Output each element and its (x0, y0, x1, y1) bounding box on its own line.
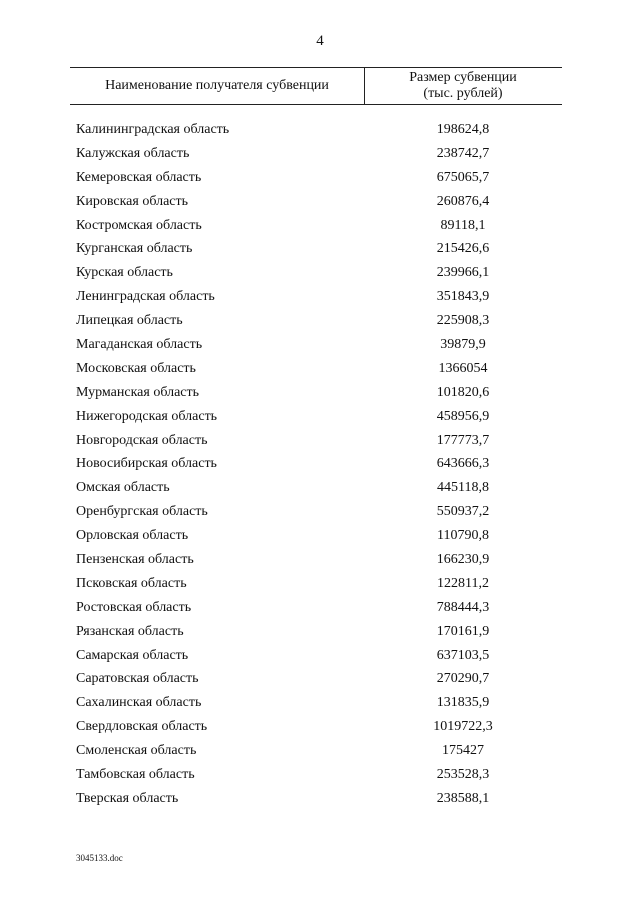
subvention-amount: 445118,8 (437, 480, 489, 496)
recipient-name: Липецкая область (76, 313, 183, 329)
subvention-amount: 1366054 (438, 360, 488, 376)
subvention-amount: 675065,7 (436, 169, 490, 185)
subvention-amount: 788444,3 (436, 599, 490, 615)
recipient-name: Псковская область (76, 575, 187, 591)
recipient-name: Курская область (76, 265, 173, 281)
subvention-amount: 175427 (442, 743, 484, 759)
recipient-name: Смоленская область (76, 743, 197, 759)
recipient-name: Тверская область (76, 790, 179, 806)
table-row (0, 214, 640, 238)
recipient-name: Калужская область (76, 145, 190, 161)
recipient-name: Сахалинская область (76, 695, 202, 711)
footer-file-name: 3045133.doc (76, 853, 123, 863)
subvention-amount: 260876,4 (436, 193, 490, 209)
table-row (0, 118, 640, 142)
subvention-amount: 253528,3 (436, 767, 490, 783)
table-row (0, 739, 640, 763)
table-row (0, 381, 640, 405)
subvention-amount: 110790,8 (437, 528, 489, 544)
subvention-amount: 270290,7 (436, 671, 490, 687)
subvention-amount: 550937,2 (436, 504, 490, 520)
subvention-amount: 351843,9 (436, 289, 490, 305)
recipient-name: Калининградская область (76, 122, 230, 137)
table-row (0, 261, 640, 285)
table-row (0, 357, 640, 381)
recipient-name: Пензенская область (76, 552, 194, 568)
subvention-amount: 643666,3 (436, 456, 490, 472)
recipient-name: Самарская область (76, 647, 189, 663)
recipient-name: Московская область (76, 360, 196, 376)
recipient-name: Магаданская область (76, 337, 203, 353)
subvention-amount: 177773,7 (436, 432, 490, 448)
table-row (0, 596, 640, 620)
recipient-name: Кировская область (76, 193, 189, 209)
subvention-amount: 215426,6 (436, 241, 490, 257)
table-row (0, 524, 640, 548)
table-row (0, 644, 640, 668)
recipient-name: Новгородская область (76, 432, 208, 448)
table-row (0, 715, 640, 739)
subvention-amount: 238742,7 (436, 145, 490, 161)
table-row (0, 667, 640, 691)
subvention-amount: 101820,6 (436, 384, 490, 400)
table-row (0, 620, 640, 644)
subvention-amount: 39879,9 (440, 337, 486, 353)
table-row (0, 429, 640, 453)
subvention-amount: 131835,9 (436, 695, 490, 711)
table-row (0, 190, 640, 214)
table-row (0, 500, 640, 524)
recipient-name: Саратовская область (76, 671, 199, 687)
recipient-name: Омская область (76, 480, 170, 496)
table-header-top-rule (70, 67, 562, 68)
column-header-amount (364, 70, 562, 102)
subvention-amount: 458956,9 (436, 408, 490, 424)
subvention-amount: 89118,1 (440, 217, 486, 233)
recipient-name: Свердловская область (76, 719, 208, 735)
table-row (0, 548, 640, 572)
subvention-amount: 170161,9 (436, 623, 490, 639)
subvention-amount: 198624,8 (436, 122, 490, 137)
table-row (0, 405, 640, 429)
recipient-name: Мурманская область (76, 384, 200, 400)
column-header-amount-line1: Размер субвенции (409, 70, 517, 85)
table-row (0, 763, 640, 787)
recipient-name: Тамбовская область (76, 767, 195, 783)
subvention-amount: 637103,5 (436, 647, 490, 663)
column-header-amount-line2: (тыс. рублей) (423, 86, 503, 101)
table-row (0, 237, 640, 261)
table-row (0, 333, 640, 357)
subvention-amount: 166230,9 (436, 552, 490, 568)
recipient-name: Оренбургская область (76, 504, 208, 520)
table-row (0, 572, 640, 596)
table-header-bottom-rule (70, 104, 562, 105)
table-row (0, 691, 640, 715)
column-header-recipient: Наименование получателя субвенции (105, 78, 329, 93)
table-row (0, 166, 640, 190)
table-row (0, 476, 640, 500)
recipient-name: Нижегородская область (76, 408, 218, 424)
recipient-name: Кемеровская область (76, 169, 202, 185)
table-row (0, 285, 640, 309)
subvention-amount: 239966,1 (436, 265, 490, 281)
subvention-amount: 238588,1 (436, 790, 490, 806)
subvention-amount: 122811,2 (437, 575, 489, 591)
table-row (0, 452, 640, 476)
recipient-name: Орловская область (76, 528, 189, 544)
recipient-name: Курганская область (76, 241, 193, 257)
recipient-name: Ленинградская область (76, 289, 215, 305)
table-row (0, 787, 640, 811)
recipient-name: Костромская область (76, 217, 202, 233)
table-body (0, 118, 640, 811)
table-row (0, 142, 640, 166)
recipient-name: Рязанская область (76, 623, 184, 639)
subvention-amount: 1019722,3 (433, 719, 493, 735)
table-row (0, 309, 640, 333)
subvention-amount: 225908,3 (436, 313, 490, 329)
recipient-name: Новосибирская область (76, 456, 217, 472)
recipient-name: Ростовская область (76, 599, 192, 615)
page-number: 4 (316, 33, 324, 49)
